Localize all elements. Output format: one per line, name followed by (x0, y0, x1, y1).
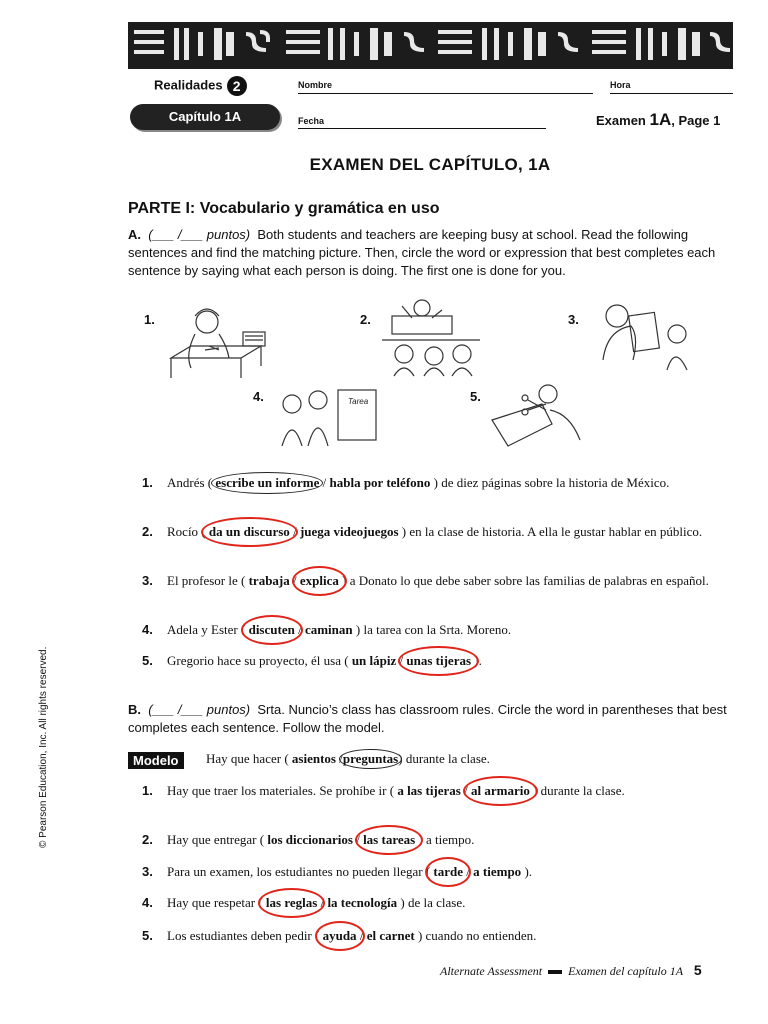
answer-option-label: juega videojuegos (299, 524, 399, 539)
option-separator: / (289, 524, 300, 539)
question-text (167, 523, 727, 541)
picture-discussion (272, 380, 377, 448)
question-text (167, 621, 727, 639)
modelo-option-2[interactable] (343, 751, 398, 767)
answer-option-label: al armario (470, 783, 530, 798)
picture-number-3: 3. (568, 312, 579, 327)
question-after: ) cuando no entienden. (414, 928, 537, 943)
fecha-label: Fecha (298, 116, 325, 126)
answer-option-1[interactable] (352, 652, 396, 670)
footer-divider (548, 970, 562, 974)
footer-right: Examen del capítulo 1A (568, 964, 683, 978)
question-number: 1. (142, 783, 153, 798)
exam-page: , Page 1 (671, 113, 721, 128)
answer-option-2[interactable] (367, 927, 415, 945)
answer-option-label: los diccionarios (267, 832, 353, 847)
question-number: 1. (142, 475, 153, 490)
footer-left: Alternate Assessment (440, 964, 543, 978)
question-after: ) la tarea con la Srta. Moreno. (352, 622, 512, 637)
series-label (154, 76, 247, 96)
answer-option-1[interactable] (433, 863, 463, 881)
answer-option-label: discuten (248, 622, 295, 637)
question-after: ) a tiempo. (415, 832, 475, 847)
option-separator: / (460, 783, 471, 798)
answer-option-label: el carnet (366, 928, 415, 943)
page-number: 5 (693, 962, 702, 978)
page-footer (440, 962, 702, 979)
answer-option-label: a tiempo (473, 864, 522, 879)
option-separator: / (294, 622, 305, 637)
answer-option-2[interactable] (471, 782, 530, 800)
question-text (167, 927, 727, 945)
question-number: 5. (142, 928, 153, 943)
series-name: Realidades (154, 77, 223, 93)
answer-option-1[interactable] (266, 894, 317, 912)
hora-label: Hora (610, 80, 631, 90)
section-b-points: (___ /___ puntos) (148, 702, 251, 717)
answer-option-2[interactable] (330, 474, 431, 492)
answer-option-label: explica (299, 573, 339, 588)
answer-option-2[interactable] (305, 621, 353, 639)
banner-pattern (128, 22, 733, 66)
answer-option-2[interactable] (363, 831, 415, 849)
question-text (167, 474, 727, 492)
picture-number-4: 4. (253, 389, 264, 404)
question-after: ) de la clase. (397, 895, 466, 910)
exam-page-label (596, 110, 720, 130)
page-title: EXAMEN DEL CAPÍTULO, 1A (309, 155, 551, 174)
question-after: ) a Donato lo que debe saber sobre las familias de palabras en español. (338, 573, 709, 588)
option-separator: / (356, 928, 367, 943)
level-badge: 2 (227, 76, 247, 96)
question-number: 2. (142, 832, 153, 847)
answer-option-1[interactable] (323, 927, 357, 945)
exam-code: 1A (649, 110, 672, 129)
section-b-instructions (128, 701, 732, 737)
section-b-letter: B. (128, 702, 141, 717)
question-number: 3. (142, 573, 153, 588)
option-separator: / (352, 832, 364, 847)
modelo-before: Hay que hacer ( (206, 751, 289, 766)
decorative-banner (128, 22, 733, 66)
answer-option-label: ayuda (322, 928, 357, 943)
picture-sign-text: Tarea (348, 397, 369, 406)
question-before: Hay que respetar ( (167, 895, 263, 910)
modelo-sentence (206, 751, 490, 767)
question-after: ). (471, 653, 482, 668)
answer-option-1[interactable] (249, 621, 295, 639)
question-before: Andrés ( (167, 475, 213, 490)
question-number: 3. (142, 864, 153, 879)
answer-option-label: la tecnología (327, 895, 398, 910)
option-separator: / (319, 475, 330, 490)
modelo-separator: / (335, 751, 343, 766)
question-text (167, 831, 727, 849)
modelo-option-1[interactable]: asientos (291, 751, 336, 766)
question-after: ) durante la clase. (529, 783, 625, 798)
modelo-after: ) durante la clase. (398, 751, 490, 766)
answer-option-label: caminan (304, 622, 353, 637)
option-separator: / (396, 653, 407, 668)
answer-option-label: las reglas (265, 895, 318, 910)
exam-prefix: Examen (596, 113, 646, 128)
question-text (167, 652, 727, 670)
question-before: Rocío ( (167, 524, 206, 539)
answer-option-label: da un discurso (208, 524, 290, 539)
picture-number-1: 1. (144, 312, 155, 327)
answer-option-1[interactable] (397, 782, 461, 800)
fecha-field[interactable] (298, 128, 546, 129)
question-before: Los estudiantes deben pedir ( (167, 928, 320, 943)
question-before: Hay que traer los materiales. Se prohíbe ir ( (167, 783, 395, 798)
picture-speech (382, 296, 482, 378)
section-a-instructions (128, 226, 732, 280)
option-separator: / (317, 895, 328, 910)
answer-option-label: unas tijeras (406, 653, 472, 668)
copyright-notice: © Pearson Education, Inc. All rights reserved. (38, 646, 49, 848)
section-b-text: Srta. Nuncio’s class has classroom rules. Circle the word in parentheses that best completes each sentence. Follow the model. (128, 702, 727, 735)
modelo-option-2-label: preguntas (342, 751, 399, 766)
question-after: ). (521, 864, 533, 879)
answer-option-1[interactable] (209, 523, 290, 541)
question-before: Adela y Ester ( (167, 622, 246, 637)
option-separator: / (289, 573, 300, 588)
question-before: Hay que entregar ( (167, 832, 265, 847)
answer-option-2[interactable] (300, 572, 339, 590)
modelo-label: Modelo (128, 752, 184, 769)
nombre-field[interactable] (298, 93, 593, 94)
answer-option-1[interactable] (249, 572, 290, 590)
picture-scissors (488, 380, 588, 448)
question-before: Para un examen, los estudiantes no pueden llegar ( (167, 864, 431, 879)
answer-option-label: a las tijeras (397, 783, 461, 798)
chapter-badge: Capítulo 1A (130, 104, 280, 130)
picture-number-2: 2. (360, 312, 371, 327)
answer-option-label: tarde (433, 864, 464, 879)
section-a-letter: A. (128, 227, 141, 242)
question-text (167, 894, 727, 912)
answer-option-2[interactable] (300, 523, 399, 541)
answer-option-label: un lápiz (351, 653, 397, 668)
section-a-points: (___ /___ puntos) (148, 227, 251, 242)
nombre-label: Nombre (298, 80, 333, 90)
hora-field[interactable] (610, 93, 733, 94)
answer-option-label: las tareas (363, 832, 416, 847)
question-number: 5. (142, 653, 153, 668)
question-number: 4. (142, 895, 153, 910)
question-before: El profesor le ( (167, 573, 246, 588)
answer-option-2[interactable] (406, 652, 471, 670)
picture-number-5: 5. (470, 389, 481, 404)
answer-option-1[interactable] (215, 474, 319, 492)
section-a-text: Both students and teachers are keeping busy at school. Read the following sentences and find the matching picture. Then, circle the word or expression that best completes each sentence by saying what each person is doing. The first one is done for you. (128, 227, 716, 278)
picture-teacher-explains (595, 300, 695, 372)
question-number: 4. (142, 622, 153, 637)
question-after: ) en la clase de historia. A ella le gustar hablar en público. (398, 524, 703, 539)
question-number: 2. (142, 524, 153, 539)
answer-option-1[interactable] (267, 831, 353, 849)
option-separator: / (463, 864, 474, 879)
question-before: Gregorio hace su proyecto, él usa ( (167, 653, 349, 668)
section-heading: PARTE I: Vocabulario y gramática en uso (128, 200, 440, 217)
question-text (167, 863, 727, 881)
answer-option-label: escribe un informe (215, 475, 320, 490)
question-text (167, 572, 727, 590)
answer-option-label: trabaja (248, 573, 290, 588)
question-text (167, 782, 727, 800)
picture-student-writing (165, 302, 280, 382)
banner-rule (128, 66, 733, 69)
question-after: ) de diez páginas sobre la historia de México. (430, 475, 670, 490)
answer-option-2[interactable] (473, 863, 521, 881)
answer-option-2[interactable] (327, 894, 397, 912)
answer-option-label: habla por teléfono (329, 475, 431, 490)
